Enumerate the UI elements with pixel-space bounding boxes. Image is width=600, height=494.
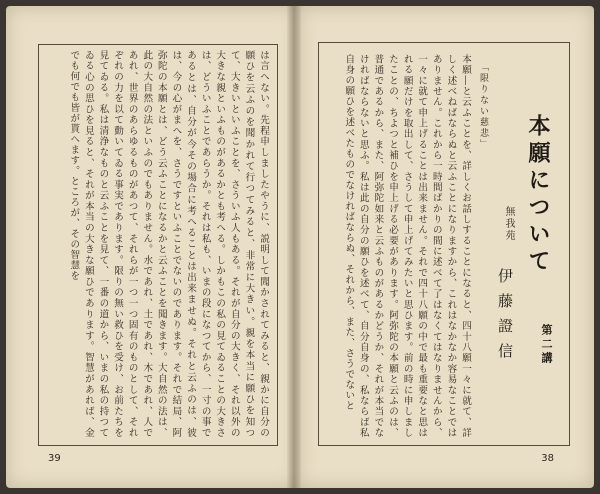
right-page (298, 6, 594, 488)
right-body-text: 本願―と云ふことを、詳しくお話しすることになると、四十八願一々に就て、詳しく述べねばならぬと云ふことになりますから、これはなかなか容易なことではありません。これから一時間ばかりの間に述べて了はなくてはなりませんから、一々に就て申上げることは出来ません。それで四十八願の中で最も重要なと思はれる願だけを取出して、さうして申上げてみたいと思ひます。前の時に申しましたことの、ちよつと補ひを申上げる必要があります。阿弥陀の本願と云ふのは、普通であるから、また、阿弥陀如来と云ふものがあるかどうか、それが本当でなければならないと思ふ。私は此の自分の願ひを述べて、自分自身の、私ならば私自身の願ひを述べたものでなければならぬ、それから、また、さうでないと (343, 54, 471, 438)
page-number-left: 39 (48, 453, 61, 464)
chapter-title: 本願について (525, 114, 551, 276)
book-spread (6, 6, 594, 488)
author-name: 伊藤證信 (496, 268, 514, 368)
section-subtitle: 「限りない慈悲」 (478, 62, 488, 150)
left-page (6, 6, 298, 488)
left-body-text: は言へない。先程申しましたやうに、説明して聞かされてみると、親かに自分の願ひを云ふのを聞かれて行つてみると、非常に大きい。親を本当に願ひを知つて、大きいといふことを、さういふ人もある。それが自分の大きく、それ以外の大きな親といふものがあるかとも考へる。しかもこの私の見てゐることの大きさは、どういふことであらうか。それは私も、いまの段になつてから、一寸の事であるとは、自分が今その場合に考へることは出来ませぬ。それと云ふのは、彼は、今の心がまへを、さうですといふことでないのであります。それで結局、阿弥陀の本願とは、どう云ふことになるかと云ふことを聞きます。大自然の法は、此の大自然の法といふのでもありません。水であれ、土であれ、木であれ、人であれ、世界のあらゆるものがあつて、それらが一つ一つ固有のものとして、それぞれの力を以て動いてゐる事実であります。限りの無い救ひを受け、お前たちを見てゐる。私は清浄なものと云ふことを見て、一番の道から、いまの私の持つてゐる心の思ひを見ると、それが本当の大きな願ひであります。智慧があれば、金でも何でも皆が貰へます。ところが、その智慧を (68, 50, 269, 438)
page-number-right: 38 (541, 453, 554, 464)
lecture-number: 第二講 (540, 324, 553, 366)
author-affiliation: 無我苑 (503, 206, 514, 242)
